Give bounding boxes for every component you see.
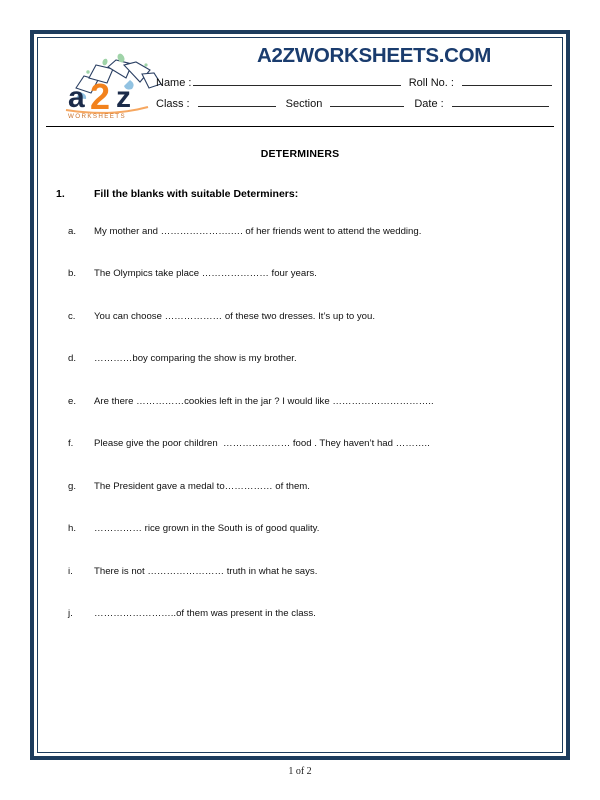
question-item[interactable] [56,353,544,365]
question-item[interactable] [56,268,544,280]
class-section-date-row [156,95,552,116]
question-letter: a. [68,226,77,237]
question-text: There is not …………………… truth in what he says. [94,565,318,577]
date-input[interactable] [452,95,549,107]
section-label: Section [285,98,323,110]
question-letter: g. [68,480,77,492]
question-item[interactable] [56,311,544,323]
page-border-outer [30,30,570,760]
worksheet-title: DETERMINERS [260,148,340,160]
question-letter: j. [68,608,73,620]
worksheet-body [38,130,562,752]
question-item[interactable] [56,523,544,535]
svg-text:z: z [116,81,131,114]
site-title: A2ZWORKSHEETS.COM [256,44,492,67]
question-text: …………boy comparing the show is my brother. [94,353,297,365]
date-label: Date : [414,98,444,110]
question-item[interactable] [56,438,544,450]
instruction-number: 1. [56,188,65,200]
instruction-text: Fill the blanks with suitable Determiners: [94,188,299,200]
question-text: Please give the poor children ………………… food . They haven’t had ……….. [94,438,430,450]
roll-no-label: Roll No. : [408,77,454,89]
question-item[interactable] [56,566,544,578]
instruction-block [56,188,544,200]
a2z-logo-subtext: WORKSHEETS [68,113,127,120]
question-text: You can choose ……………… of these two dresses. It’s up to you. [94,310,376,322]
page-border-inner [37,37,563,753]
question-item[interactable] [56,608,544,620]
question-text: ……………………..of them was present in the class. [94,608,316,620]
student-info-fields [156,74,552,116]
question-text: My mother and ………………….…. of her friends went to attend the wedding. [94,226,422,237]
page-footer [30,766,570,777]
name-roll-row [156,74,552,95]
question-text: The Olympics take place ………………… four years. [94,268,317,280]
question-letter: b. [68,268,77,280]
svg-text:2: 2 [90,76,111,117]
section-input[interactable] [330,95,404,107]
question-text: The President gave a medal to…………… of them. [94,480,310,492]
question-list [56,226,544,621]
question-letter: d. [68,353,77,365]
class-label: Class : [156,98,190,110]
page-indicator: 1 of 2 [288,766,312,777]
question-letter: h. [68,523,77,535]
question-item[interactable] [56,481,544,493]
question-item[interactable] [56,226,544,238]
question-text: …………… rice grown in the South is of good quality. [94,523,320,535]
question-letter: c. [68,310,76,322]
question-item[interactable] [56,396,544,408]
worksheet-sheet [38,38,562,752]
roll-no-input[interactable] [462,74,552,86]
question-letter: f. [68,438,74,450]
question-letter: e. [68,395,77,407]
question-letter: i. [68,565,73,577]
worksheet-header [46,44,554,127]
question-text: Are there ……………cookies left in the jar ? I would like ………………………….. [94,395,434,407]
name-input[interactable] [193,74,400,86]
name-label: Name : [156,77,192,89]
svg-text:a: a [68,81,85,114]
class-input[interactable] [198,95,276,107]
